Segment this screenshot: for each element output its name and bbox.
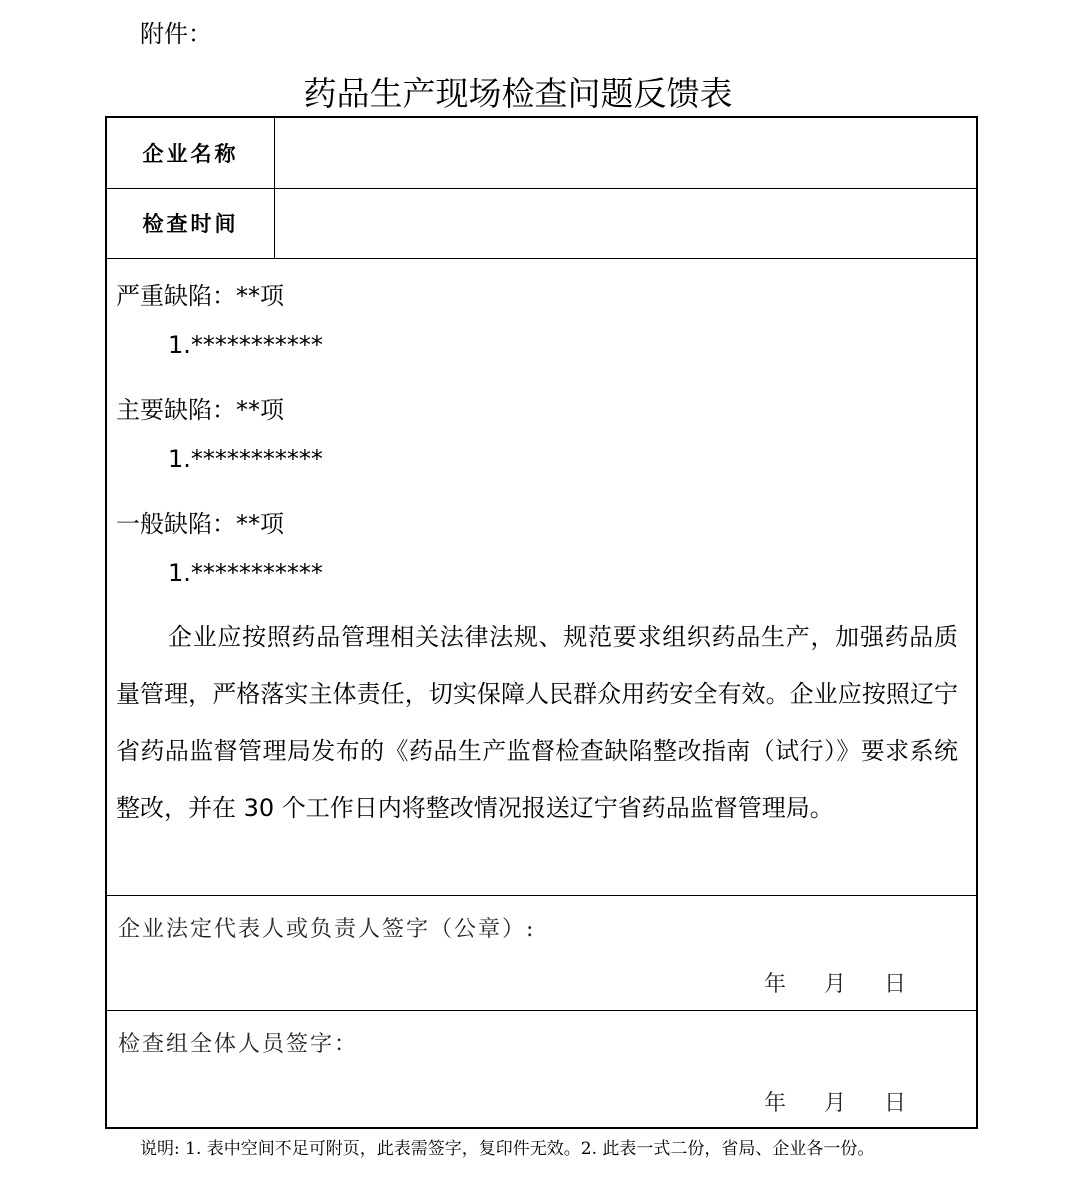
team-signature-section xyxy=(107,1011,976,1129)
feedback-form xyxy=(105,116,978,1129)
inspection-time-row xyxy=(107,188,976,259)
critical-defects-heading: 严重缺陷：**项 xyxy=(116,282,284,310)
rectification-paragraph xyxy=(116,609,958,837)
major-defect-item: 1.*********** xyxy=(168,445,323,473)
inspection-time-field[interactable] xyxy=(275,188,976,258)
month-label: 月 xyxy=(823,972,846,997)
rectification-text: 企业应按照药品管理相关法律法规、规范要求组织药品生产，加强药品质量管理，严格落实主体责任，切实保障人民群众用药安全有效。企业应按照辽宁省药品监督管理局发布的《药品生产监督检查缺陷整改指南（试行）》要求系统整改，并在 30 个工作日内将整改情况报送辽宁省药品监督管理局。 xyxy=(116,623,958,822)
critical-defect-item: 1.*********** xyxy=(168,331,323,359)
footer-note: 说明: 1. 表中空间不足可附页，此表需签字，复印件无效。2. 此表一式二份，省局、企业各一份。 xyxy=(140,1139,875,1159)
company-name-row xyxy=(107,118,976,189)
year-label: 年 xyxy=(763,1091,786,1116)
major-defects-heading: 主要缺陷：**项 xyxy=(116,396,284,424)
form-title: 药品生产现场检查问题反馈表 xyxy=(303,74,733,113)
company-signature-section xyxy=(107,896,976,1011)
day-label: 日 xyxy=(883,1091,906,1116)
team-signature-date xyxy=(764,1086,906,1117)
year-label: 年 xyxy=(763,972,786,997)
inspection-time-label: 检查时间 xyxy=(107,188,275,258)
company-signature-label: 企业法定代表人或负责人签字（公章）: xyxy=(118,917,536,942)
company-name-field[interactable] xyxy=(275,118,976,188)
month-label: 月 xyxy=(823,1091,846,1116)
day-label: 日 xyxy=(883,972,906,997)
defects-section xyxy=(107,259,976,896)
company-signature-date xyxy=(764,967,906,998)
team-signature-label: 检查组全体人员签字： xyxy=(118,1032,359,1057)
company-name-label: 企业名称 xyxy=(107,118,275,188)
attachment-label: 附件： xyxy=(140,20,212,48)
general-defect-item: 1.*********** xyxy=(168,559,323,587)
general-defects-heading: 一般缺陷：**项 xyxy=(116,510,284,538)
